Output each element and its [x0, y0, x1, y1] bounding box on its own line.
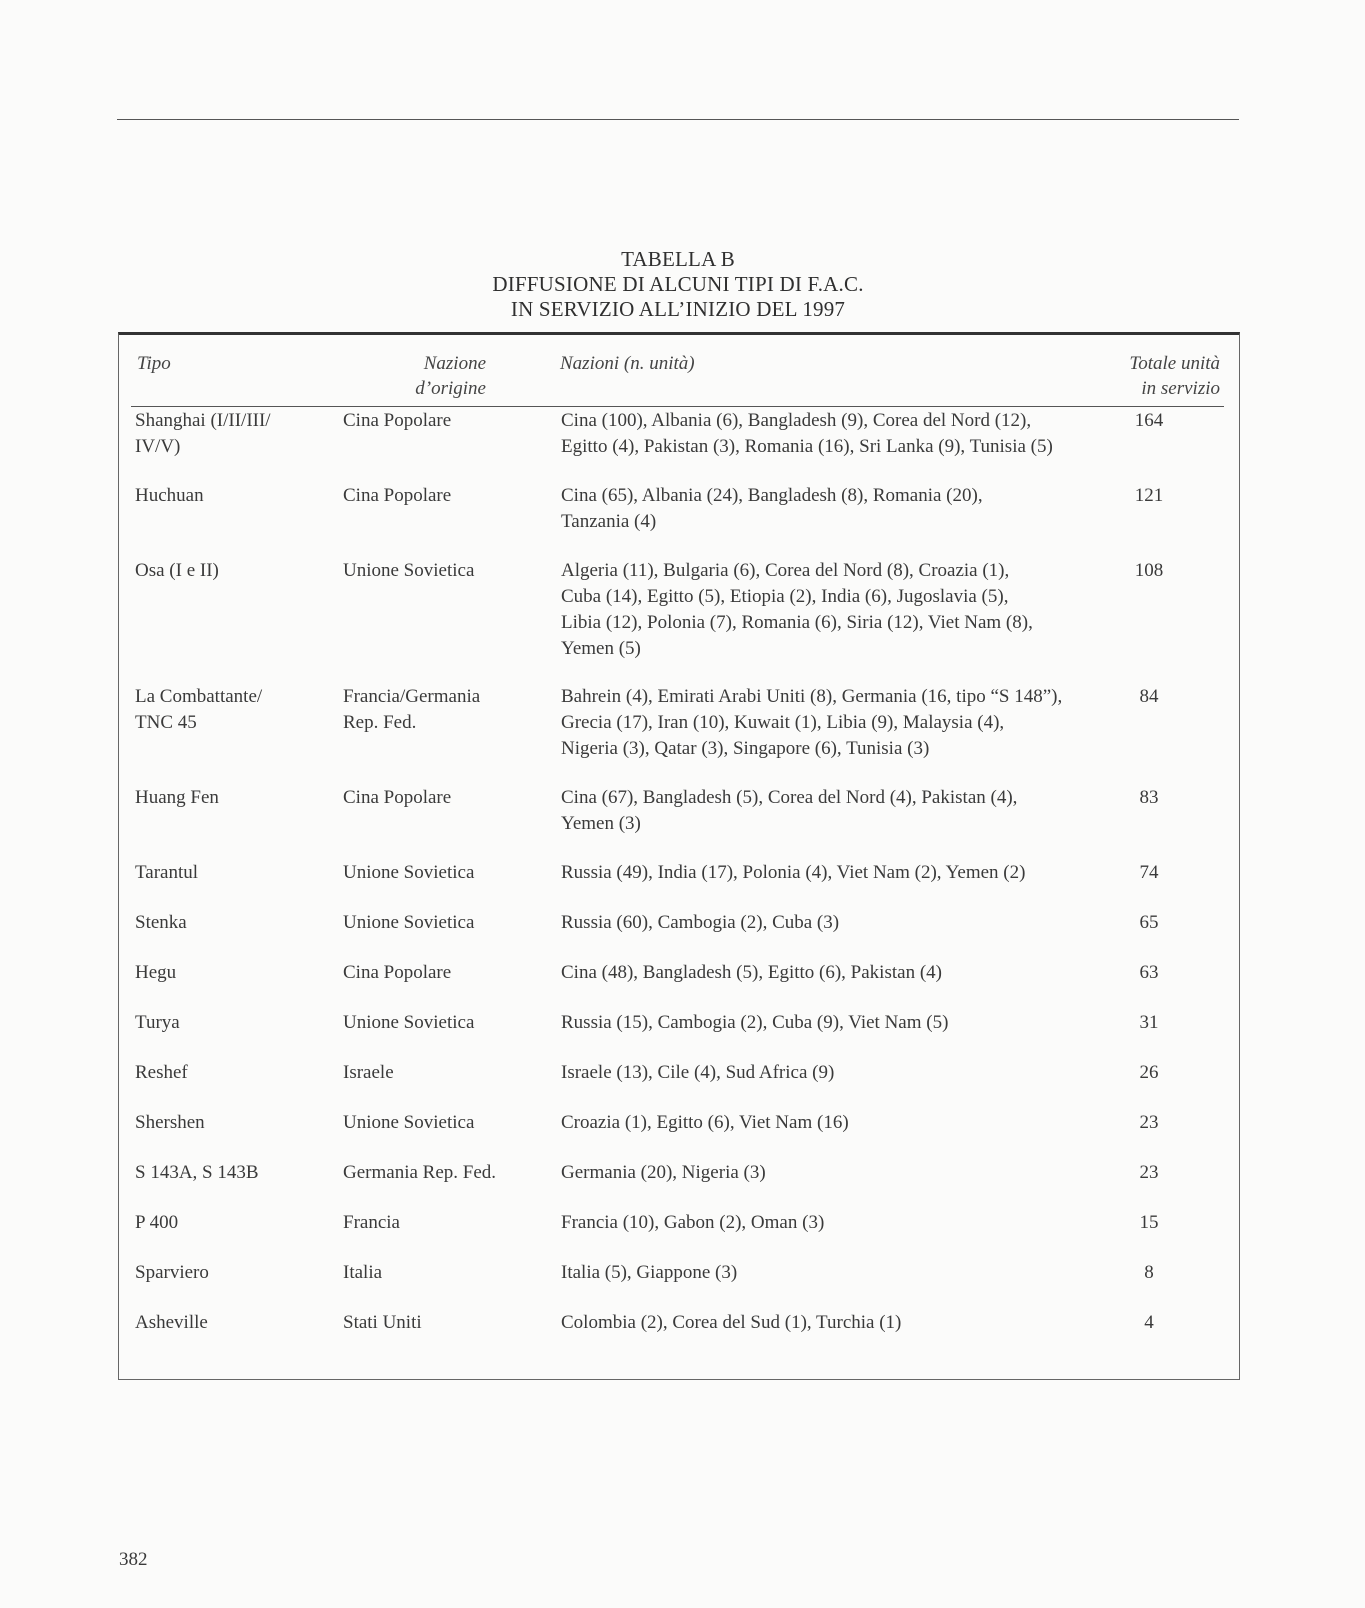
- cell-nazioni-line: Israele (13), Cile (4), Sud Africa (9): [561, 1062, 835, 1083]
- cell-nazione-origine-line: Cina Popolare: [343, 485, 452, 506]
- title-line-3: IN SERVIZIO ALL’INIZIO DEL 1997: [510, 297, 846, 321]
- cell-nazione-origine-line: Rep. Fed.: [343, 712, 417, 733]
- cell-tipo: [135, 1310, 325, 1336]
- cell-nazioni-line: Russia (60), Cambogia (2), Cuba (3): [561, 912, 840, 933]
- cell-tipo: [135, 483, 325, 509]
- header-nazione-origine: [380, 351, 486, 401]
- cell-nazioni: [561, 1210, 1116, 1236]
- cell-tipo: [135, 860, 325, 886]
- cell-nazioni-line: Nigeria (3), Qatar (3), Singapore (6), Tunisia (3): [561, 738, 930, 759]
- cell-nazioni: [561, 1010, 1116, 1036]
- cell-totale: 23: [1139, 1162, 1159, 1183]
- cell-nazioni-line: Cuba (14), Egitto (5), Etiopia (2), India (6), Jugoslavia (5),: [561, 586, 1009, 607]
- cell-totale: 83: [1139, 787, 1159, 808]
- cell-nazioni-line: Francia (10), Gabon (2), Oman (3): [561, 1212, 825, 1233]
- cell-tipo: [135, 558, 325, 584]
- cell-nazioni: [561, 1310, 1116, 1336]
- cell-totale: 108: [1134, 560, 1164, 581]
- cell-nazioni: [561, 860, 1116, 886]
- cell-totale: 164: [1134, 410, 1164, 431]
- cell-nazioni-line: Yemen (5): [561, 638, 641, 659]
- cell-nazione-origine: [343, 1110, 548, 1136]
- header-tipo: Tipo: [137, 353, 171, 374]
- cell-nazioni: [561, 1260, 1116, 1286]
- cell-tipo-line: Shershen: [135, 1112, 205, 1133]
- cell-nazioni-line: Russia (49), India (17), Polonia (4), Viet Nam (2), Yemen (2): [561, 862, 1026, 883]
- cell-totale: 63: [1139, 962, 1159, 983]
- cell-nazioni-line: Cina (100), Albania (6), Bangladesh (9), Corea del Nord (12),: [561, 410, 1032, 431]
- cell-tipo-line: Huchuan: [135, 485, 204, 506]
- header-nazioni: Nazioni (n. unità): [560, 353, 695, 374]
- cell-nazione-origine: [343, 910, 548, 936]
- cell-tipo: [135, 1010, 325, 1036]
- cell-nazioni: [561, 1160, 1116, 1186]
- cell-nazione-origine-line: Cina Popolare: [343, 410, 452, 431]
- cell-nazione-origine-line: Cina Popolare: [343, 787, 452, 808]
- header-totale-line2: in servizio: [1141, 378, 1220, 399]
- cell-nazione-origine: [343, 1160, 548, 1186]
- cell-tipo-line: Tarantul: [135, 862, 199, 883]
- cell-totale: 23: [1139, 1112, 1159, 1133]
- cell-nazioni-line: Egitto (4), Pakistan (3), Romania (16), Sri Lanka (9), Tunisia (5): [561, 436, 1053, 457]
- cell-nazioni-line: Cina (67), Bangladesh (5), Corea del Nord (4), Pakistan (4),: [561, 787, 1018, 808]
- cell-nazioni: [561, 558, 1116, 662]
- cell-nazione-origine-line: Israele: [343, 1062, 394, 1083]
- cell-nazione-origine: [343, 1060, 548, 1086]
- cell-nazione-origine-line: Unione Sovietica: [343, 560, 475, 581]
- cell-nazione-origine-line: Cina Popolare: [343, 962, 452, 983]
- cell-tipo-line: Osa (I e II): [135, 560, 219, 581]
- cell-tipo: [135, 1210, 325, 1236]
- cell-nazione-origine: [343, 860, 548, 886]
- cell-tipo: [135, 1160, 325, 1186]
- cell-nazione-origine-line: Unione Sovietica: [343, 1012, 475, 1033]
- cell-totale: 15: [1139, 1212, 1159, 1233]
- cell-nazione-origine-line: Unione Sovietica: [343, 862, 475, 883]
- cell-tipo: [135, 785, 325, 811]
- cell-totale: 65: [1139, 912, 1159, 933]
- cell-tipo: [135, 1260, 325, 1286]
- cell-totale: 31: [1139, 1012, 1159, 1033]
- cell-tipo-line: S 143A, S 143B: [135, 1162, 259, 1183]
- cell-nazione-origine: [343, 1210, 548, 1236]
- cell-nazione-origine-line: Francia: [343, 1212, 400, 1233]
- cell-nazioni-line: Cina (65), Albania (24), Bangladesh (8), Romania (20),: [561, 485, 983, 506]
- header-nazione-line1: Nazione: [423, 353, 486, 374]
- cell-nazioni-line: Cina (48), Bangladesh (5), Egitto (6), Pakistan (4): [561, 962, 942, 983]
- cell-tipo-line: Turya: [135, 1012, 180, 1033]
- cell-nazioni-line: Tanzania (4): [561, 511, 657, 532]
- cell-totale: 26: [1139, 1062, 1159, 1083]
- cell-nazioni-line: Colombia (2), Corea del Sud (1), Turchia (1): [561, 1312, 902, 1333]
- cell-tipo-line: Shanghai (I/II/III/: [135, 410, 271, 431]
- title-line-2: DIFFUSIONE DI ALCUNI TIPI DI F.A.C.: [492, 272, 864, 296]
- cell-nazioni: [561, 408, 1116, 460]
- cell-tipo: [135, 910, 325, 936]
- cell-totale: 121: [1134, 485, 1164, 506]
- cell-tipo: [135, 684, 325, 736]
- cell-tipo: [135, 1110, 325, 1136]
- cell-tipo-line: Asheville: [135, 1312, 208, 1333]
- cell-nazione-origine: [343, 1310, 548, 1336]
- cell-nazioni: [561, 910, 1116, 936]
- cell-nazione-origine: [343, 1010, 548, 1036]
- cell-nazioni: [561, 960, 1116, 986]
- cell-nazione-origine-line: Stati Uniti: [343, 1312, 422, 1333]
- cell-tipo-line: P 400: [135, 1212, 179, 1233]
- cell-nazioni-line: Libia (12), Polonia (7), Romania (6), Siria (12), Viet Nam (8),: [561, 612, 1033, 633]
- cell-nazioni: [561, 684, 1116, 762]
- cell-tipo-line: Stenka: [135, 912, 187, 933]
- cell-nazioni-line: Italia (5), Giappone (3): [561, 1262, 738, 1283]
- cell-nazione-origine-line: Germania Rep. Fed.: [343, 1162, 497, 1183]
- cell-nazione-origine: [343, 1260, 548, 1286]
- table-title: [117, 247, 1239, 322]
- cell-nazioni-line: Yemen (3): [561, 813, 641, 834]
- cell-nazione-origine: [343, 408, 548, 434]
- cell-tipo-line: Reshef: [135, 1062, 188, 1083]
- cell-nazioni-line: Algeria (11), Bulgaria (6), Corea del Nord (8), Croazia (1),: [561, 560, 1010, 581]
- cell-nazioni: [561, 1060, 1116, 1086]
- cell-totale: 74: [1139, 862, 1159, 883]
- cell-nazioni-line: Grecia (17), Iran (10), Kuwait (1), Libia (9), Malaysia (4),: [561, 712, 1005, 733]
- cell-nazioni: [561, 1110, 1116, 1136]
- header-totale-line1: Totale unità: [1129, 353, 1220, 374]
- cell-nazione-origine: [343, 785, 548, 811]
- cell-nazione-origine-line: Unione Sovietica: [343, 912, 475, 933]
- title-line-1: TABELLA B: [621, 247, 735, 271]
- cell-nazione-origine: [343, 684, 548, 736]
- cell-nazione-origine: [343, 960, 548, 986]
- cell-tipo-line: La Combattante/: [135, 686, 263, 707]
- cell-nazioni-line: Russia (15), Cambogia (2), Cuba (9), Viet Nam (5): [561, 1012, 949, 1033]
- cell-totale: 8: [1144, 1262, 1154, 1283]
- cell-nazione-origine: [343, 558, 548, 584]
- cell-nazione-origine: [343, 483, 548, 509]
- cell-nazione-origine-line: Unione Sovietica: [343, 1112, 475, 1133]
- header-rule: [131, 406, 1224, 407]
- cell-tipo-line: Sparviero: [135, 1262, 209, 1283]
- cell-nazioni-line: Germania (20), Nigeria (3): [561, 1162, 766, 1183]
- cell-nazione-origine-line: Italia: [343, 1262, 383, 1283]
- header-totale: [1080, 351, 1220, 401]
- cell-nazioni: [561, 483, 1116, 535]
- cell-tipo-line: TNC 45: [135, 712, 197, 733]
- cell-tipo-line: Hegu: [135, 962, 177, 983]
- cell-totale: 4: [1144, 1312, 1154, 1333]
- top-rule: [117, 119, 1239, 120]
- cell-nazioni-line: Croazia (1), Egitto (6), Viet Nam (16): [561, 1112, 849, 1133]
- cell-nazione-origine-line: Francia/Germania: [343, 686, 481, 707]
- cell-nazioni-line: Bahrein (4), Emirati Arabi Uniti (8), Germania (16, tipo “S 148”),: [561, 686, 1063, 707]
- page-number: 382: [119, 1549, 148, 1570]
- cell-tipo: [135, 408, 325, 460]
- cell-nazioni: [561, 785, 1116, 837]
- cell-totale: 84: [1139, 686, 1159, 707]
- cell-tipo-line: IV/V): [135, 436, 181, 457]
- cell-tipo: [135, 960, 325, 986]
- header-nazione-line2: d’origine: [415, 378, 486, 399]
- cell-tipo-line: Huang Fen: [135, 787, 219, 808]
- cell-tipo: [135, 1060, 325, 1086]
